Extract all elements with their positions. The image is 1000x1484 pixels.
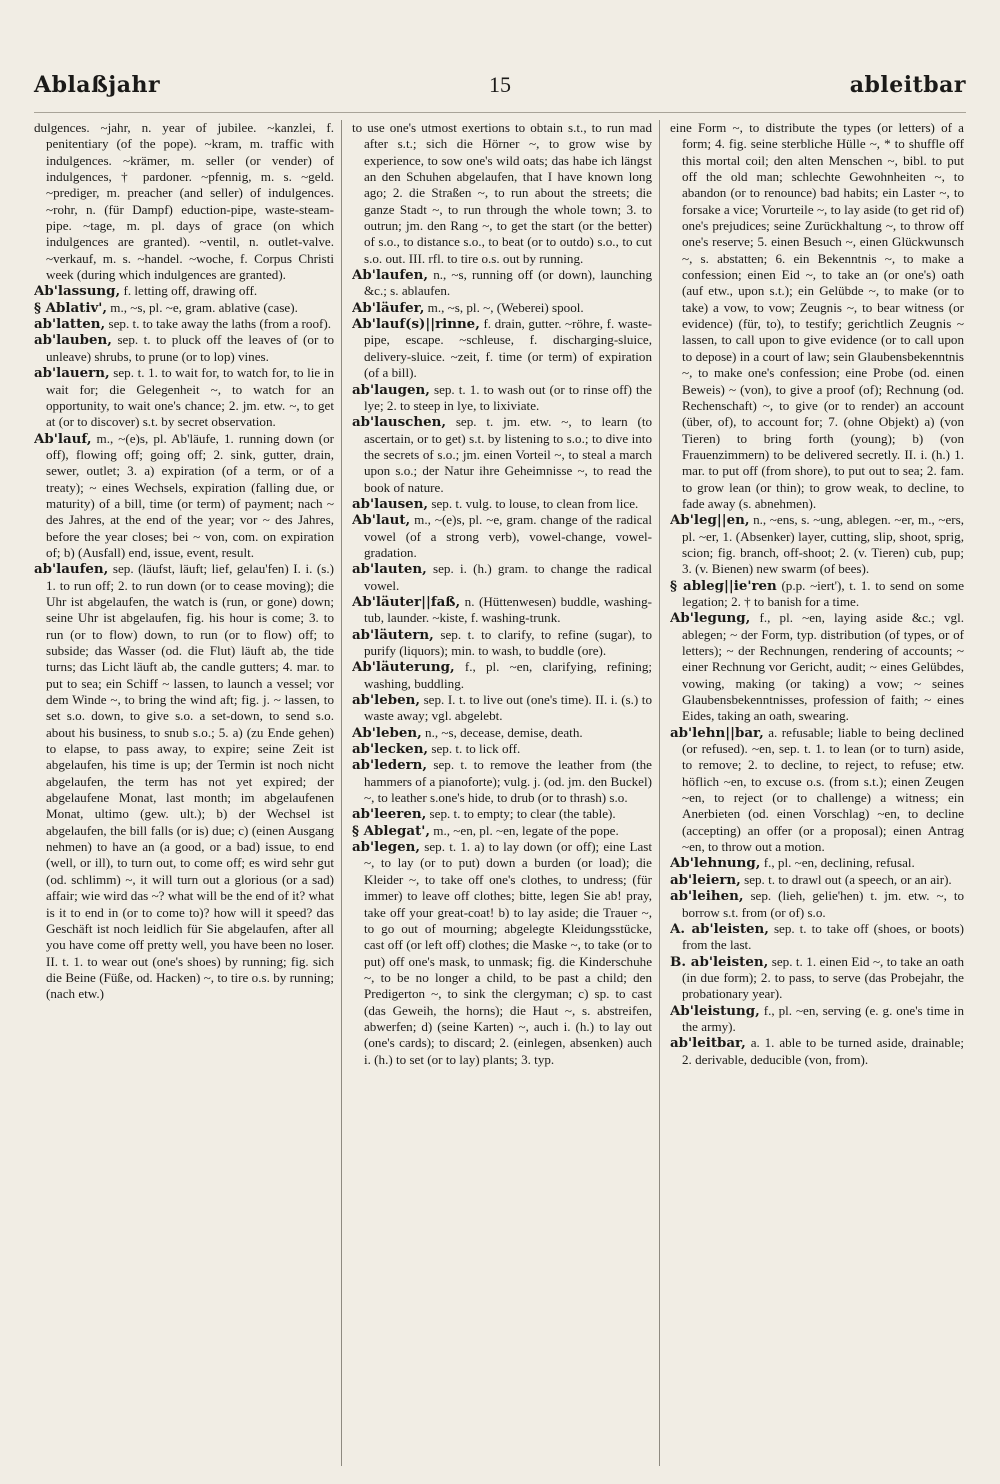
column-3: [670, 120, 964, 1466]
dictionary-entry: [352, 316, 652, 381]
entry-definition: sep. t. jm. etw. ~, to learn (to ascertain, or to get) s.t. by listening to s.o.; to dive into the secrets of s.o.; jm. einen Vorteil ~, to steal a march upon s.o.; der Natur ihre Geheimnisse ~, to read the book of nature.: [364, 414, 652, 495]
entry-headword: ab'lauschen,: [352, 414, 446, 431]
dictionary-entry: [352, 839, 652, 1068]
dictionary-entry: [352, 806, 652, 822]
dictionary-entry: [34, 316, 334, 332]
entry-headword: ab'leihen,: [670, 888, 744, 905]
dictionary-entry: [352, 382, 652, 415]
entry-headword: ab'lausen,: [352, 495, 429, 512]
entry-definition: sep. t. to clarify, to refine (sugar), to purify (liquors); min. to wash, to buddle (ore).: [364, 626, 652, 658]
dictionary-entry: [352, 823, 652, 839]
dictionary-entry: [352, 741, 652, 757]
entry-definition: sep. t. to lick off.: [431, 741, 521, 757]
dictionary-entry: [352, 594, 652, 627]
entry-definition: f., pl. ~en, laying aside &c.; vgl. ablegen; ~ der Form, typ. distribution (of types, or of letters); ~ der Rechnungen, rendering of accounts; ~ einer Rechnung vor Gericht, audit; ~ eines Gelübdes, vowing, making (or taking) a vow; ~ seines Glaubensbekenntnisses, profession of faith; ~ eines Eides, taking an oath, swearing.: [682, 610, 964, 724]
entry-definition: to use one's utmost exertions to obtain s.t., to run mad after s.t.; sich die Hörner ~, to grow wise by experience, to sow one's wild oats; das habe ich längst an den Schuhen abgelaufen, that I have known long ago; 2. die Straßen ~, to run about the streets; die ganze Stadt ~, to run through the whole town; 3. to outrun; jm. den Rang ~, to get the start (or the better) of s.o., to distance s.o., to beat (or to outdo) s.o., to cut s.o. out. III. rfl. to tire o.s. out by running.: [352, 120, 652, 266]
entry-definition: sep. (läufst, läuft; lief, gelau'fen) I. i. (s.) 1. to run off; 2. to run down (or to cease moving); die Uhr ist abgelaufen, the watch is (run, or gone) down; seine Uhr ist abgelaufen, fig. his hour is come; 3. to run (or to flow) down, to run (or to flow) off; to subside; das Wasser (od. die Flut) läuft ab, the tide turns; das Licht läuft ab, the candle gutters; 4. mar. to put to sea; ein Schiff ~ lassen, to launch a vessel; vor dem Winde ~, to bring the wind aft; fig. j. ~ lassen, to set s.o. down, to give s.o. a set-down, to send s.o. about his business, to snub s.o.; 5. a) (zu Ende gehen) to elapse, to pass away, to expire; seine Zeit ist abgelaufen, his time is up; der Termin ist noch nicht abgelaufen, the term has not yet expired; der abgelaufene Monat, last month; im abgelaufenen Monat, ultimo (gew. ult.); b) der Wechsel ist abgelaufen, the bill falls (or is) due; c) (einen Ausgang nehmen) to have an (a good, or a bad) issue, to end (well, or ill), to turn out, to come off; es wird sehr gut (od. schlimm) ~, it will turn out a glorious (or a sad) affair; wie wird das ~? what will be the end of it? what is it to end in (or to come to)? how will it speed? das Geschäft ist noch leidlich für Sie abgelaufen, after all you have come off pretty well, you have been no loser. II. t. 1. to wear out (one's shoes) by running; fig. sich die Beine (Füße, od. Hacken) ~, to tire o.s. by running; (nach etw.): [46, 561, 334, 1002]
column-divider: [341, 120, 342, 1466]
page-header: [34, 70, 966, 110]
entry-definition: m., ~(e)s, pl. Ab'läufe, 1. running down (or off), flowing off; going off; 2. sink, gutter, drain, sewer, outlet; 3. a) expiration (of a term, or of a treaty); ~ eines Wechsels, expiration (falling due, or maturity) of a bill, time (or term) of payment; nach ~ des Jahres, at the end of the year; vor ~ des Jahres, before the year closes; bei ~ von, com. on expiration of; b) (Ausfall) end, issue, event, result.: [46, 430, 334, 560]
dictionary-entry: [670, 888, 964, 921]
text-columns: [34, 120, 966, 1466]
entry-definition: sep. t. to pluck off the leaves of (or to unleave) shrubs, to prune (or to lop) vines.: [46, 332, 334, 364]
entry-headword: ab'lauten,: [352, 561, 427, 578]
entry-headword: ab'leitbar,: [670, 1035, 746, 1052]
dictionary-entry: [352, 496, 652, 512]
dictionary-entry: [670, 855, 964, 871]
page-number: 15: [489, 72, 511, 97]
entry-definition: f. drain, gutter. ~röhre, f. waste-pipe, escape. ~schleuse, f. discharging-sluice, delivery-sluice. ~zeit, f. time (or term) of expiration (of a bill).: [364, 316, 652, 381]
dictionary-entry: [352, 627, 652, 660]
entry-definition: a. 1. able to be turned aside, drainable; 2. derivable, deducible (von, from).: [682, 1035, 964, 1067]
entry-headword: ab'lehn||bar,: [670, 724, 764, 741]
entry-definition: sep. t. 1. to wait for, to watch for, to lie in wait for; die Gelegenheit ~, to watch for an opportunity, to wait one's chance; 2. jm. etw. ~, to get at (or to discover) s.t. by secret observation.: [46, 365, 334, 430]
entry-definition: n., ~s, decease, demise, death.: [425, 724, 583, 740]
entry-definition: sep. t. 1. a) to lay down (or off); eine Last ~, to lay (or to put) down a burden (or load); die Kleider ~, to take off one's clothes, to undress; (für immer) to leave off clothes; bitte, legen Sie ab! pray, take off your great-coat! b) to lay aside; die Trauer ~, to go out of mourning; abgelegte Kleidungsstücke, cast off (or left off) clothes; die Maske ~, to take (or to put) off one's mask, to unmask; fig. die Kinderschuhe ~, to be no longer a child, to be past a child; den Predigerton ~, to sink the clergyman; c) sp. to cast (das Geweih, the horns); die Haut ~, s. abstreifen, abwerfen; d) (seine Karten) ~, auch i. (h.) to lay out (one's cards); to discard; 2. (einlegen, absenken) auch i. (h.) to set (or to lay) plants; 3. typ.: [364, 839, 652, 1067]
column-1: [34, 120, 334, 1466]
entry-definition: m., ~s, pl. ~, (Weberei) spool.: [427, 299, 584, 315]
entry-headword: § Ablegat',: [352, 822, 431, 839]
column-divider: [659, 120, 660, 1466]
entry-headword: ab'laufen,: [34, 561, 109, 578]
entry-definition: f., pl. ~en, clarifying, refining; washing, buddling.: [364, 659, 652, 691]
entry-headword: Ab'lehnung,: [670, 855, 761, 872]
dictionary-entry: [34, 561, 334, 1002]
entry-headword: Ab'läuter||faß,: [352, 593, 461, 610]
entry-definition: a. refusable; liable to being declined (or refused). ~en, sep. t. 1. to lean (or to turn) aside, to remove; 2. to decline, to reject, to refuse; etw. höflich ~en, to excuse o.s. (from s.t.); einen Zeugen ~en, to reject (or to challenge) a witness; ein Anerbieten (od. einen Vorschlag) ~en, to decline (accepting) an offer (or a proposal); einen Antrag ~en, to throw out a motion.: [682, 724, 964, 855]
entry-headword: ab'leeren,: [352, 806, 427, 823]
dictionary-entry: [34, 120, 334, 283]
entry-definition: sep. i. (h.) gram. to change the radical vowel.: [364, 561, 652, 593]
entry-definition: f., pl. ~en, serving (e. g. one's time in the army).: [682, 1002, 964, 1034]
entry-headword: Ab'lauf(s)||rinne,: [352, 316, 480, 333]
dictionary-entry: [670, 610, 964, 724]
entry-definition: sep. t. vulg. to louse, to clean from lice.: [431, 495, 639, 511]
entry-definition: eine Form ~, to distribute the types (or letters) of a form; 4. fig. seine sterbliche Hülle ~, * to shuffle off this mortal coil; den alten Menschen ~, bibl. to put off the old man; schlechte Gewohnheiten ~, to abandon (or to renounce) bad habits; ein Laster ~, to forsake a vice; Vorurteile ~, to lay aside (to get rid of) one's prejudices; seine Zurückhaltung ~, to throw off one's reserve; 5. einen Besuch ~, einen Glückwunsch ~, s. abstatten; 6. ein Bekenntnis ~, to make a confession; einen Eid ~, to take an (or one's) oath (auf etw., upon s.t.); ein Gelübde ~, to make (or to take) a vow, to vow; Zeugnis ~, to bear witness (or evidence) (für, to), to testify; gerichtlich Zeugnis ~ lassen, to call upon to give evidence (or to call upon to depose) in a court of law; sein Glaubensbekenntnis ~, to make one's confession; eine Probe (od. einen Beweis) ~ (von), to give a proof (of); Rechnung (od. Rechenschaft) ~, to give (or to render) an account (über, of), to account for; 7. (ohne Objekt) a) (von Tieren) to bring forth (young); b) (von Frauenzimmern) to be delivered secretly. II. i. (h.) 1. mar. to put off (from shore), to put out to sea; 2. fam. to grow lean (or thin); to grow weak, to decline, to fade away (s. abnehmen).: [670, 120, 964, 511]
dictionary-entry: [670, 725, 964, 856]
entry-definition: f., pl. ~en, declining, refusal.: [763, 855, 915, 871]
entry-definition: n. (Hüttenwesen) buddle, washing-tub, launder. ~kiste, f. washing-trunk.: [364, 593, 652, 626]
dictionary-entry: [352, 659, 652, 692]
dictionary-entry: [34, 332, 334, 365]
dictionary-entry: [352, 561, 652, 594]
dictionary-entry: [670, 954, 964, 1003]
entry-headword: ab'lauben,: [34, 332, 112, 349]
entry-definition: sep. t. 1. einen Eid ~, to take an oath (in due form); 2. to pass, to serve (das Probejahr, the probationary year).: [682, 953, 964, 1002]
entry-definition: sep. I. t. to live out (one's time). II. i. (s.) to waste away; vgl. abgelebt.: [364, 692, 652, 724]
entry-headword: ab'lauern,: [34, 365, 110, 382]
entry-headword: ab'lecken,: [352, 741, 429, 758]
entry-headword: ab'läutern,: [352, 626, 434, 643]
entry-definition: sep. t. to take off (shoes, or boots) from the last.: [682, 920, 964, 953]
entry-definition: f. letting off, drawing off.: [123, 283, 258, 299]
dictionary-entry: [352, 267, 652, 300]
entry-headword: ab'laugen,: [352, 381, 430, 398]
header-first-word: Ablaßjahr: [34, 72, 161, 98]
entry-definition: n., ~ens, s. ~ung, ablegen. ~er, m., ~ers, pl. ~er, 1. (Absenker) layer, cutting, slip, shoot, sprig, scion; fig. branch, off-shoot; 2. (v. Tieren) cub, pup; 3. (v. Bienen) new swarm (of bees).: [682, 512, 964, 577]
dictionary-entry: [670, 1003, 964, 1036]
dictionary-entry: [352, 757, 652, 806]
entry-headword: Ab'leg||en,: [670, 512, 750, 529]
entry-headword: Ab'läuterung,: [352, 659, 455, 676]
dictionary-entry: [34, 365, 334, 430]
dictionary-entry: [670, 578, 964, 611]
entry-headword: Ab'laut,: [352, 512, 411, 529]
entry-definition: m., ~s, pl. ~e, gram. ablative (case).: [110, 299, 298, 315]
dictionary-entry: [352, 692, 652, 725]
entry-definition: sep. (lieh, gelie'hen) t. jm. etw. ~, to borrow s.t. from (or of) s.o.: [682, 888, 964, 920]
dictionary-entry: [670, 120, 964, 512]
entry-headword: § ableg||ie'ren: [670, 577, 777, 594]
dictionary-entry: [352, 512, 652, 561]
entry-headword: Ab'lassung,: [34, 283, 121, 300]
entry-headword: Ab'läufer,: [352, 299, 425, 316]
entry-definition: sep. t. to drawl out (a speech, or an air).: [744, 871, 952, 887]
header-last-word: ableitbar: [849, 72, 966, 98]
dictionary-entry: [670, 1035, 964, 1068]
entry-headword: ab'ledern,: [352, 757, 428, 774]
dictionary-entry: [34, 283, 334, 299]
entry-headword: ab'leiern,: [670, 871, 741, 888]
dictionary-entry: [352, 120, 652, 267]
entry-headword: A. ab'leisten,: [670, 920, 769, 937]
dictionary-entry: [670, 872, 964, 888]
entry-headword: B. ab'leisten,: [670, 953, 769, 970]
entry-definition: n., ~s, running off (or down), launching &c.; s. ablaufen.: [364, 267, 652, 299]
entry-definition: sep. t. to empty; to clear (the table).: [429, 806, 616, 822]
entry-headword: Ab'leistung,: [670, 1002, 760, 1019]
entry-definition: sep. t. to take away the laths (from a roof).: [108, 316, 332, 332]
entry-headword: Ab'leben,: [352, 724, 422, 741]
dictionary-entry: [352, 725, 652, 741]
entry-headword: ab'latten,: [34, 316, 106, 333]
entry-definition: dulgences. ~jahr, n. year of jubilee. ~kanzlei, f. penitentiary (of the pope). ~kram, m. traffic with indulgences. ~krämer, m. seller (or vender) of indulgences, † pardoner. ~pfennig, m. s. ~geld. ~prediger, m. preacher (and seller) of indulgences. ~rohr, n. (für Dampf) eduction-pipe, waste-steam-pipe. ~tage, m. pl. days of grace (on which indulgences are granted). ~ventil, n. outlet-valve. ~verkauf, m. s. ~handel. ~woche, f. Corpus Christi week (during which indulgences are granted).: [34, 120, 334, 283]
entry-definition: sep. t. 1. to wash out (or to rinse off) the lye; 2. to steep in lye, to lixiviate.: [364, 381, 652, 413]
dictionary-entry: [352, 300, 652, 316]
dictionary-entry: [34, 300, 334, 316]
dictionary-entry: [34, 431, 334, 562]
entry-headword: ab'leben,: [352, 692, 421, 709]
header-rule: [34, 112, 966, 113]
entry-definition: m., ~(e)s, pl. ~e, gram. change of the radical vowel (of a strong verb), vowel-change, vowel-gradation.: [364, 512, 652, 560]
entry-definition: sep. t. to remove the leather from (the hammers of a pianoforte); vulg. j. (od. jm. den Buckel) ~, to leather s.one's hide, to drub (or to thrash) s.o.: [364, 757, 652, 806]
entry-headword: Ab'lauf,: [34, 430, 92, 447]
entry-headword: ab'legen,: [352, 839, 421, 856]
dictionary-entry: [352, 414, 652, 496]
entry-definition: m., ~en, pl. ~en, legate of the pope.: [433, 822, 619, 838]
entry-headword: Ab'legung,: [670, 610, 751, 627]
dictionary-entry: [670, 512, 964, 577]
entry-definition: (p.p. ~iert'), t. 1. to send on some legation; 2. † to banish for a time.: [682, 577, 964, 609]
column-2: [352, 120, 652, 1466]
entry-headword: § Ablativ',: [34, 299, 107, 316]
dictionary-entry: [670, 921, 964, 954]
entry-headword: Ab'laufen,: [352, 267, 429, 284]
